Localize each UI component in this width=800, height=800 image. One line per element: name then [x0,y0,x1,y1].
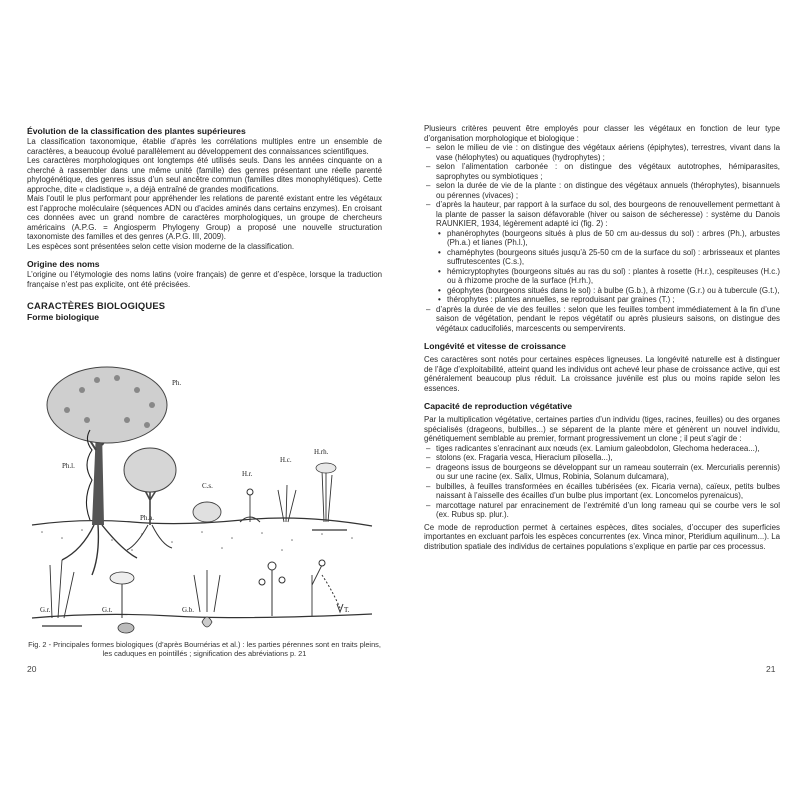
section-title: Longévité et vitesse de croissance [424,341,566,351]
figure-caption: Fig. 2 - Principales formes biologiques (d’après Bournérias et al.) : les parties pérennes sont en traits pleins, les caduques en pointillés ; signification des abréviations p. 21 [28,640,381,658]
list-item: – bulbilles, à feuilles transformées en écailles tubérisées (ex. Ficaria verna), caïeux, petits bulbes naissant à l’aisselle des écailles d’un bulbe plus important (ex. Loncomelos pyrenaicus), [424,482,780,501]
figure-label: G.t. [102,606,113,614]
figure-label: T. [344,606,350,614]
figure-label: G.b. [182,606,195,614]
figure-label: Ph.l. [62,462,75,470]
page-number: 21 [766,664,776,674]
paragraph: Les caractères morphologiques ont longtemps été utilisés seuls. Dans les années cinquante on a cherché à rassembler dans une même unité (famille) des genres présentant une réelle parenté phylogénétique, des genres issus d’un seul ancêtre commun (familles dites monophylétiques). Cette approche, dite « cladistique », a déjà entraîné de grandes modifications. [27,156,382,194]
list-item: – stolons (ex. Fragaria vesca, Hieracium pilosella...), [424,453,780,463]
subsection-title: Forme biologique [27,312,100,322]
paragraph: La classification taxonomique, établie d’après les corrélations multiples entre un ensemble de caractères, a beaucoup évolué parallèlement au développement des connaissances scientifiques. [27,137,382,156]
right-text-column [424,124,780,551]
section-title: Capacité de reproduction végétative [424,401,573,411]
list-item: • géophytes (bourgeons situés dans le sol) : à bulbe (G.b.), à rhizome (G.r.) ou à tubercule (G.t.), [438,286,780,296]
paragraph: Les espèces sont présentées selon cette vision moderne de la classification. [27,241,295,251]
list-item: – d’après la hauteur, par rapport à la surface du sol, des bourgeons de renouvellement permettant à la plante de passer la saison défavorable (hiver ou saison de sécheresse) : système du Danois RAUNKIER, 1934, légèrement adapté ici (fig. 2) : [424,200,780,229]
chapter-title: CARACTÈRES BIOLOGIQUES [27,300,166,311]
paragraph: Plusieurs critères peuvent être employés pour classer les végétaux en fonction de leur type d’organisation morphologique et biologique : [424,124,780,143]
paragraph: Mais l’outil le plus performant pour appréhender les relations de parenté existant entre les végétaux est l’approche moléculaire (séquences ADN ou d’acides aminés dans certains enzymes). En croisant ces données avec un grand nombre de caractères morphologiques, un groupe de chercheurs américains (A.P.G. = Angiosperm Phylogeny Group) a proposé une nouvelle structuration taxonomiste des familles et des genres (A.P.G. III, 2009). [27,194,382,241]
paragraph: Ces caractères sont notés pour certaines espèces ligneuses. La longévité naturelle est à distinguer de l’âge d’exploitabilité, atteint quand les individus ont achevé leur phase de croissance active, qui est généralement beaucoup plus réduit. La croissance juvénile est plus ou moins rapide selon les essences. [424,355,780,393]
figure-label: H.c. [280,456,292,464]
section-title: Évolution de la classification des plantes supérieures [27,126,246,136]
list-item: – drageons issus de bourgeons se développant sur un rameau souterrain (ex. Mercurialis perennis) ou sur une racine (ex. Salix, Ulmus, Robinia, Solanum dulcamara), [424,463,780,482]
figure-label: G.r. [40,606,51,614]
figure-label: Ph. [172,379,182,387]
page-number: 20 [27,664,37,674]
section-title: Origine des noms [27,259,100,269]
list-item: – selon le milieu de vie : on distingue des végétaux aériens (épiphytes), terrestres, vivant dans la vase (hélophytes) ou aquatiques (hydrophytes) ; [424,143,780,162]
paragraph: Ce mode de reproduction permet à certaines espèces, dites sociales, d’occuper des superficies importantes en excluant parfois les espèces concurrentes (ex. Vinca minor, Pteridium aquilinum...). La distribution spatiale des individus de certaines populations s’explique en partie par ces processus. [424,522,780,551]
list-item: – tiges radicantes s’enracinant aux nœuds (ex. Lamium galeobdolon, Glechoma hederacea...), [424,444,780,454]
list-item: – marcottage naturel par enracinement de l’extrémité d’un long rameau qui se courbe vers le sol (ex. Rubus sp. plur.). [424,501,780,520]
list-item: • hémicryptophytes (bourgeons situés au ras du sol) : plantes à rosette (H.r.), cespiteuses (H.c.) ou à rhizome proche de la surface (H.rh.), [438,267,780,286]
list-item: • phanérophytes (bourgeons situés à plus de 50 cm au-dessus du sol) : arbres (Ph.), arbustes (Ph.a.) et lianes (Ph.l.), [438,229,780,248]
paragraph: Par la multiplication végétative, certaines parties d’un individu (tiges, racines, feuilles) ou des organes spécialisés (drageons, bulbilles...) se séparent de la plante mère et génèrent un nouvel individu, génétiquement semblable au premier, formant progressivement un clone ; il peut s’agir de : [424,415,780,443]
figure-label: H.r. [242,470,253,478]
figure-label: H.rh. [314,448,329,456]
list-item: – d’après la durée de vie des feuilles : selon que les feuilles tombent immédiatement à la fin d’une saison de végétation, pendant le repos végétatif ou après plusieurs saisons, on distingue des végétaux caducifoliés, marcescents ou sempervirents. [424,305,780,334]
list-item: – selon la durée de vie de la plante : on distingue des végétaux annuels (thérophytes), bisannuels ou pérennes (vivaces) ; [424,181,780,200]
list-item: • chaméphytes (bourgeons situés jusqu’à 25-50 cm de la surface du sol) : arbrisseaux et plantes suffrutescentes (C.s.), [438,248,780,267]
life-forms-figure [22,350,382,640]
list-item: • thérophytes : plantes annuelles, se reproduisant par graines (T.) ; [438,295,780,305]
raunkier-list [424,229,780,305]
left-text-column [27,126,382,323]
list-item: – selon l’alimentation carbonée : on distingue des végétaux autotrophes, hémiparasites, saprophytes ou symbiotiques ; [424,162,780,181]
criteria-list [424,143,780,229]
reproduction-list [424,444,780,520]
figure-label: Ph.a. [140,514,154,522]
paragraph: L’origine ou l’étymologie des noms latins (voire français) de genre et d’espèce, lorsque la traduction française n’est pas explicite, ont été précisées. [27,270,382,289]
figure-label: C.s. [202,482,213,490]
